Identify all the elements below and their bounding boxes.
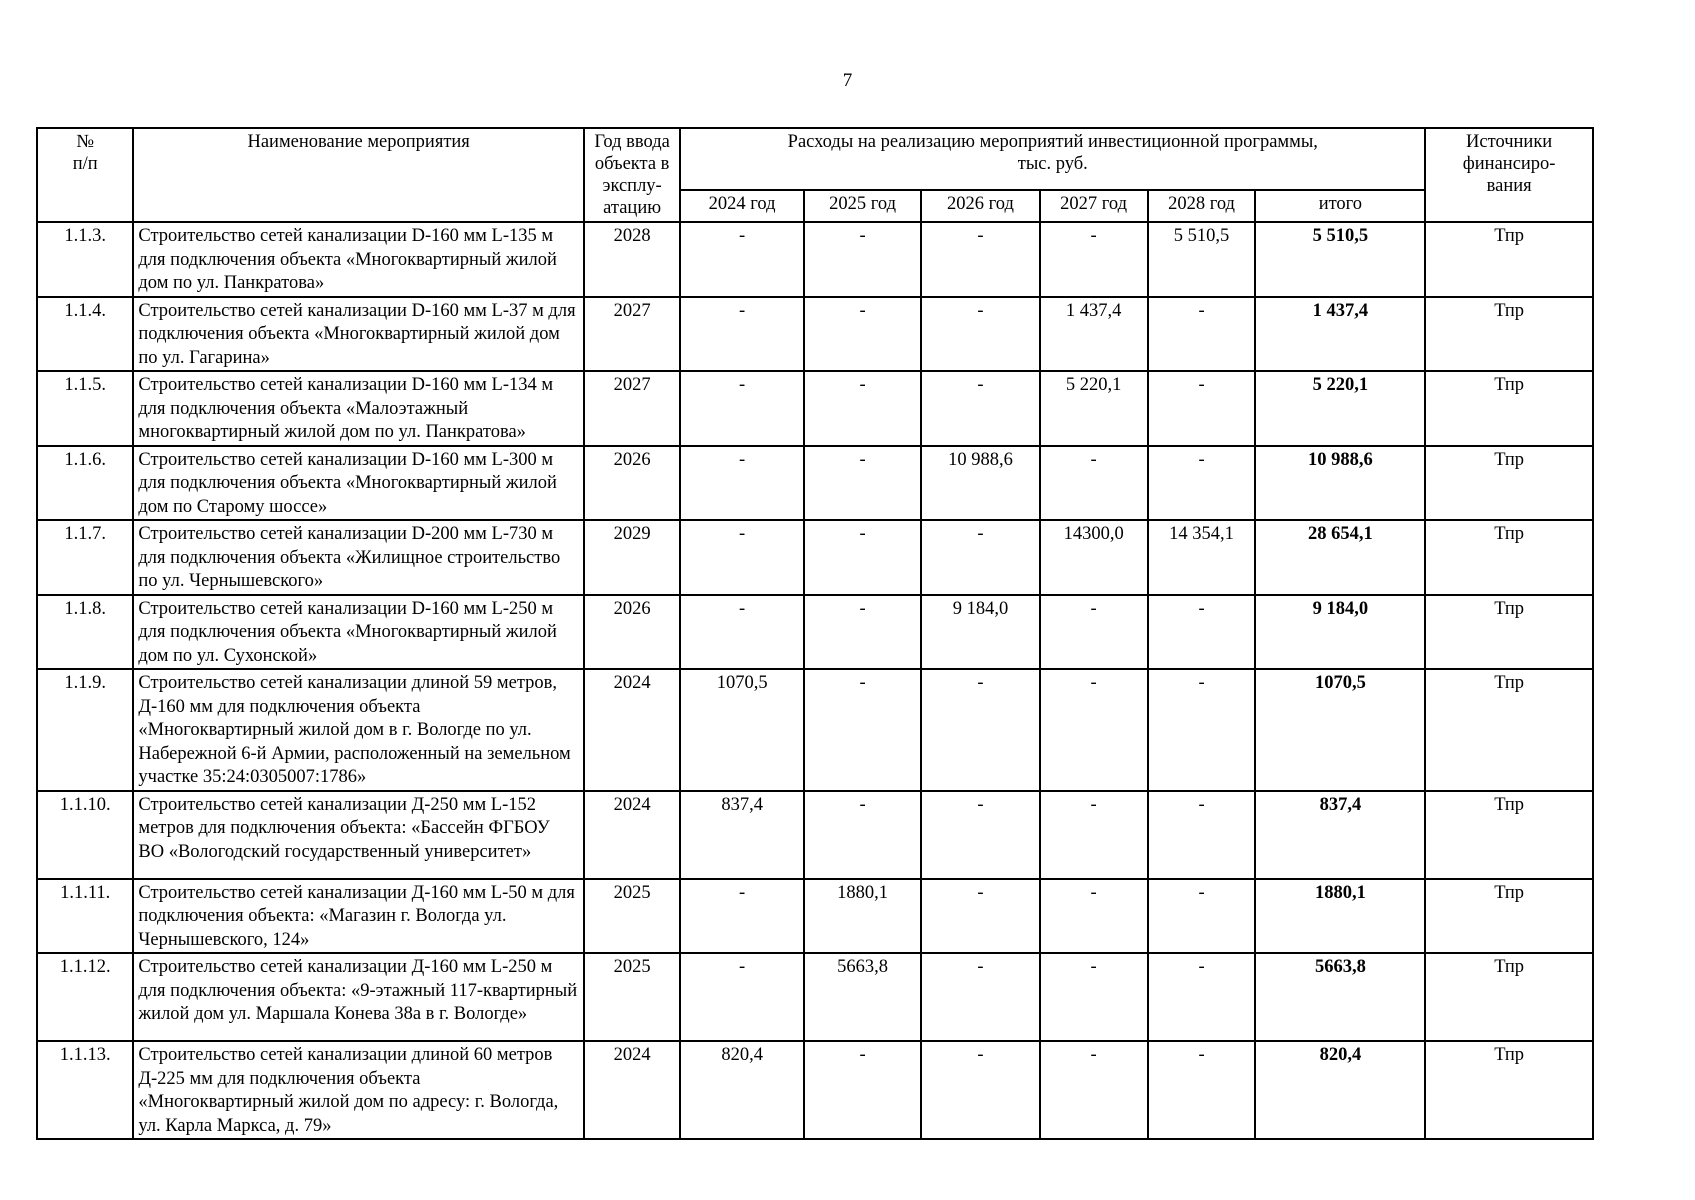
row-cost-2024: 1070,5 (680, 669, 804, 791)
row-total: 28 654,1 (1255, 520, 1425, 595)
row-name: Строительство сетей канализации Д-250 мм L-152 метров для подключения объекта: «Бассейн ФГБОУ ВО «Вологодский государственный университет» (133, 791, 584, 879)
row-source: Тпр (1425, 520, 1593, 595)
row-total: 9 184,0 (1255, 595, 1425, 670)
row-name: Строительство сетей канализации Д-160 мм L-250 м для подключения объекта: «9-этажный 117-квартирный жилой дом ул. Маршала Конева 38а в г. Вологде» (133, 953, 584, 1041)
row-cost-2026: - (921, 1041, 1039, 1139)
row-cost-2025: - (804, 222, 921, 297)
table-row (37, 791, 1593, 879)
table-body (37, 222, 1593, 1139)
row-cost-2026: - (921, 791, 1039, 879)
investment-table (36, 127, 1594, 1140)
row-name: Строительство сетей канализации длиной 60 метров Д-225 мм для подключения объекта «Многоквартирный жилой дом по адресу: г. Вологда, ул. Карла Маркса, д. 79» (133, 1041, 584, 1139)
table-row (37, 520, 1593, 595)
row-commission-year: 2029 (584, 520, 680, 595)
row-number: 1.1.10. (37, 791, 133, 879)
row-cost-2025: - (804, 446, 921, 521)
row-cost-2024: - (680, 446, 804, 521)
row-cost-2025: - (804, 371, 921, 446)
row-cost-2027: - (1040, 791, 1148, 879)
table-row (37, 595, 1593, 670)
row-cost-2025: 1880,1 (804, 879, 921, 954)
row-number: 1.1.13. (37, 1041, 133, 1139)
header-total: итого (1255, 190, 1425, 222)
row-source: Тпр (1425, 879, 1593, 954)
row-name: Строительство сетей канализации D-160 мм L-300 м для подключения объекта «Многоквартирный жилой дом по Старому шоссе» (133, 446, 584, 521)
row-cost-2028: 5 510,5 (1148, 222, 1256, 297)
row-cost-2028: - (1148, 791, 1256, 879)
row-total: 5663,8 (1255, 953, 1425, 1041)
row-cost-2025: - (804, 520, 921, 595)
row-cost-2027: - (1040, 1041, 1148, 1139)
row-cost-2027: 14300,0 (1040, 520, 1148, 595)
row-cost-2024: - (680, 297, 804, 372)
row-number: 1.1.4. (37, 297, 133, 372)
row-name: Строительство сетей канализации D-160 мм L-135 м для подключения объекта «Многоквартирный жилой дом по ул. Панкратова» (133, 222, 584, 297)
row-cost-2026: - (921, 222, 1039, 297)
table-row (37, 371, 1593, 446)
row-cost-2026: - (921, 297, 1039, 372)
row-number: 1.1.3. (37, 222, 133, 297)
row-name: Строительство сетей канализации D-160 мм L-37 м для подключения объекта «Многоквартирный жилой дом по ул. Гагарина» (133, 297, 584, 372)
row-source: Тпр (1425, 953, 1593, 1041)
row-name: Строительство сетей канализации длиной 59 метров, Д-160 мм для подключения объекта «Многоквартирный жилой дом в г. Вологде по ул. Набережной 6-й Армии, расположенный на земельном участке 35:24:0305007:1786» (133, 669, 584, 791)
row-cost-2024: - (680, 222, 804, 297)
table-row (37, 222, 1593, 297)
row-cost-2027: - (1040, 953, 1148, 1041)
row-commission-year: 2026 (584, 595, 680, 670)
row-cost-2027: - (1040, 222, 1148, 297)
row-cost-2028: 14 354,1 (1148, 520, 1256, 595)
row-commission-year: 2025 (584, 953, 680, 1041)
row-cost-2025: - (804, 669, 921, 791)
header-year-2025: 2025 год (804, 190, 921, 222)
row-cost-2027: - (1040, 446, 1148, 521)
row-cost-2025: - (804, 595, 921, 670)
row-source: Тпр (1425, 669, 1593, 791)
row-total: 5 220,1 (1255, 371, 1425, 446)
row-number: 1.1.9. (37, 669, 133, 791)
row-total: 10 988,6 (1255, 446, 1425, 521)
row-number: 1.1.8. (37, 595, 133, 670)
row-cost-2027: - (1040, 879, 1148, 954)
row-source: Тпр (1425, 222, 1593, 297)
row-cost-2028: - (1148, 446, 1256, 521)
row-cost-2026: - (921, 520, 1039, 595)
header-year-2028: 2028 год (1148, 190, 1256, 222)
row-source: Тпр (1425, 371, 1593, 446)
row-cost-2025: - (804, 297, 921, 372)
row-source: Тпр (1425, 297, 1593, 372)
row-cost-2027: - (1040, 669, 1148, 791)
row-total: 837,4 (1255, 791, 1425, 879)
row-source: Тпр (1425, 446, 1593, 521)
header-year-2027: 2027 год (1040, 190, 1148, 222)
table-row (37, 446, 1593, 521)
row-total: 1 437,4 (1255, 297, 1425, 372)
header-year-2024: 2024 год (680, 190, 804, 222)
row-commission-year: 2027 (584, 371, 680, 446)
row-number: 1.1.5. (37, 371, 133, 446)
row-cost-2028: - (1148, 297, 1256, 372)
row-cost-2027: - (1040, 595, 1148, 670)
page-number: 7 (842, 70, 853, 91)
row-cost-2028: - (1148, 595, 1256, 670)
row-cost-2026: 10 988,6 (921, 446, 1039, 521)
row-number: 1.1.6. (37, 446, 133, 521)
row-cost-2024: - (680, 520, 804, 595)
table-row (37, 669, 1593, 791)
row-name: Строительство сетей канализации D-160 мм L-134 м для подключения объекта «Малоэтажный многоквартирный жилой дом по ул. Панкратова» (133, 371, 584, 446)
row-cost-2026: - (921, 669, 1039, 791)
header-name: Наименование мероприятия (133, 128, 584, 222)
row-commission-year: 2024 (584, 791, 680, 879)
row-number: 1.1.11. (37, 879, 133, 954)
row-cost-2024: 820,4 (680, 1041, 804, 1139)
row-total: 1880,1 (1255, 879, 1425, 954)
row-commission-year: 2026 (584, 446, 680, 521)
row-number: 1.1.12. (37, 953, 133, 1041)
row-cost-2026: - (921, 879, 1039, 954)
row-cost-2028: - (1148, 371, 1256, 446)
header-year: Год ввода объекта в эксплу-атацию (584, 128, 680, 222)
header-sources: Источники финансиро- вания (1425, 128, 1593, 222)
row-source: Тпр (1425, 1041, 1593, 1139)
table-row (37, 953, 1593, 1041)
row-cost-2024: 837,4 (680, 791, 804, 879)
row-cost-2026: - (921, 953, 1039, 1041)
header-number: № п/п (37, 128, 133, 222)
row-commission-year: 2027 (584, 297, 680, 372)
table-row (37, 297, 1593, 372)
row-cost-2027: 1 437,4 (1040, 297, 1148, 372)
row-cost-2024: - (680, 879, 804, 954)
row-cost-2028: - (1148, 1041, 1256, 1139)
row-name: Строительство сетей канализации D-160 мм L-250 м для подключения объекта «Многоквартирный жилой дом по ул. Сухонской» (133, 595, 584, 670)
row-cost-2027: 5 220,1 (1040, 371, 1148, 446)
row-number: 1.1.7. (37, 520, 133, 595)
header-year-2026: 2026 год (921, 190, 1039, 222)
row-source: Тпр (1425, 791, 1593, 879)
row-cost-2026: 9 184,0 (921, 595, 1039, 670)
row-cost-2028: - (1148, 669, 1256, 791)
row-cost-2025: - (804, 791, 921, 879)
table-row (37, 1041, 1593, 1139)
row-cost-2025: 5663,8 (804, 953, 921, 1041)
row-cost-2024: - (680, 371, 804, 446)
row-total: 820,4 (1255, 1041, 1425, 1139)
row-cost-2026: - (921, 371, 1039, 446)
row-cost-2025: - (804, 1041, 921, 1139)
row-cost-2024: - (680, 953, 804, 1041)
row-name: Строительство сетей канализации Д-160 мм L-50 м для подключения объекта: «Магазин г. Вологда ул. Чернышевского, 124» (133, 879, 584, 954)
header-costs: Расходы на реализацию мероприятий инвестиционной программы, тыс. руб. (680, 128, 1425, 190)
row-source: Тпр (1425, 595, 1593, 670)
row-name: Строительство сетей канализации D-200 мм L-730 м для подключения объекта «Жилищное строительство по ул. Чернышевского» (133, 520, 584, 595)
table-row (37, 879, 1593, 954)
row-total: 1070,5 (1255, 669, 1425, 791)
row-commission-year: 2024 (584, 1041, 680, 1139)
row-total: 5 510,5 (1255, 222, 1425, 297)
row-cost-2024: - (680, 595, 804, 670)
row-commission-year: 2024 (584, 669, 680, 791)
row-cost-2028: - (1148, 953, 1256, 1041)
row-cost-2028: - (1148, 879, 1256, 954)
row-commission-year: 2025 (584, 879, 680, 954)
row-commission-year: 2028 (584, 222, 680, 297)
